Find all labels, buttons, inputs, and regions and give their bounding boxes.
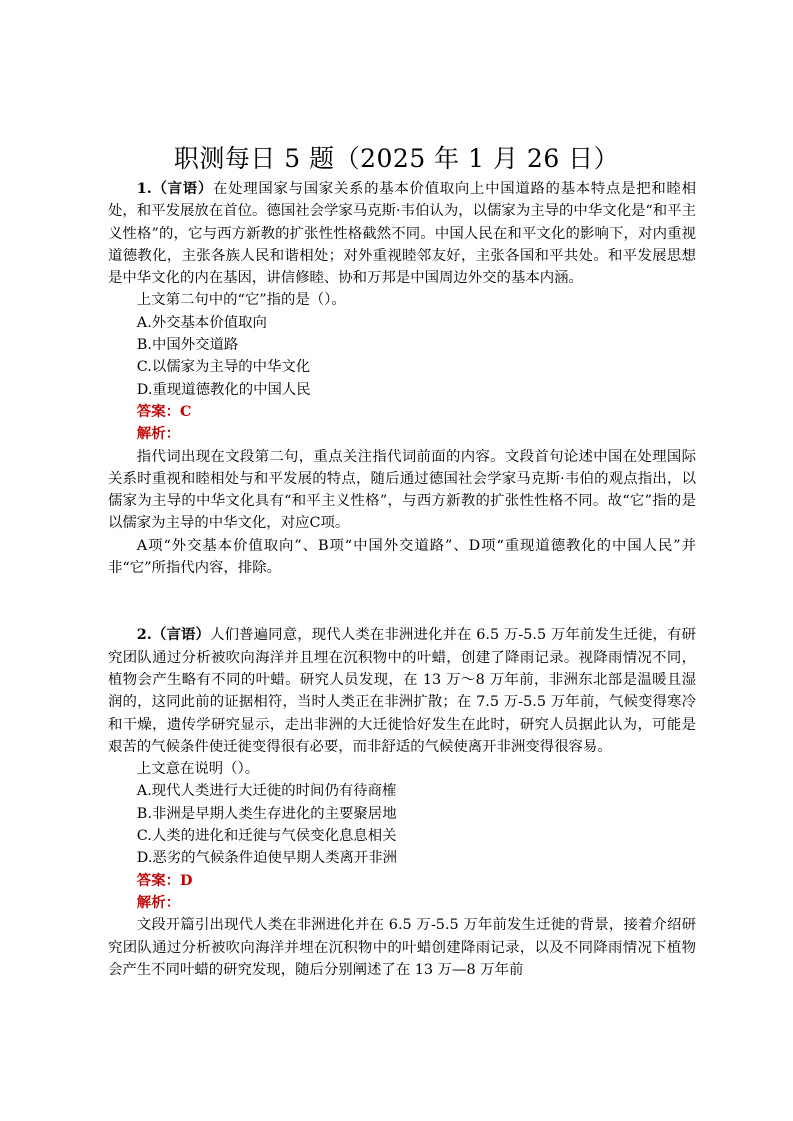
option-c: C.人类的进化和迁徙与气侯变化息息相关 <box>136 828 397 845</box>
analysis-label: 解析： <box>136 425 180 443</box>
option-b: B.中国外交道路 <box>136 337 239 354</box>
question-spacer <box>108 579 696 624</box>
answer-label: 答案：C <box>136 402 192 420</box>
option-b: B.非洲是早期人类生存进化的主要聚居地 <box>136 805 397 822</box>
document-body <box>108 178 696 981</box>
question-stem <box>108 624 696 758</box>
question-stem <box>108 178 696 289</box>
question-stem-text: 人们普遍同意，现代人类在非洲进化并在 6.5 万-5.5 万年前发生迁徙，有研究团队通过分析被吹向海洋并且埋在沉积物中的叶蜡，创建了降雨记录。视降雨情况不同，植物会产生略有不同的叶蜡。研究人员发现，在 13 万～8 万年前，非洲东北部是温暖且湿润的，这同此前的证据相符，当时人类正在非洲扩散；在 7.5 万-5.5 万年前，气候变得寒冷和干燥，遗传学研究显示，走出非洲的大迁徙恰好发生在此时，研究人员据此认为，可能是艰苦的气候条件使迁徙变得很有必要，而非舒适的气候使离开非洲变得很容易。 <box>108 627 696 755</box>
question-prompt: 上文意在说明（）。 <box>136 761 260 778</box>
analysis-paragraph: A项“外交基本价值取向”、B项“中国外交道路”、D项“重现道德教化的中国人民”并非“它”所指代内容，排除。 <box>108 537 696 577</box>
question-number: 1.（言语） <box>136 180 214 197</box>
option-a: A.外交基本价值取向 <box>136 314 267 331</box>
question-block <box>108 624 696 981</box>
analysis-paragraph: 指代词出现在文段第二句，重点关注指代词前面的内容。文段首句论述中国在处理国际关系时重视和睦相处与和平发展的特点，随后通过德国社会学家马克斯·韦伯的观点指出，以儒家为主导的中华文化具有“和平主义性格”，与西方新教的扩张性性格不同。故“它”指的是以儒家为主导的中华文化，对应C项。 <box>108 448 696 532</box>
option-d: D.重现道德教化的中国人民 <box>136 381 311 398</box>
question-stem-text: 在处理国家与国家关系的基本价值取向上中国道路的基本特点是把和睦相处，和平发展放在首位。德国社会学家马克斯·韦伯认为，以儒家为主导的中华文化是“和平主义性格”的，它与西方新教的扩张性性格截然不同。中国人民在和平文化的影响下，对内重视道德教化，主张各族人民和谐相处；对外重视睦邻友好，主张各国和平共处。和平发展思想是中华文化的内在基因，讲信修睦、协和万邦是中国周边外交的基本内涵。 <box>108 181 696 287</box>
analysis-label: 解析： <box>136 893 180 911</box>
question-block <box>108 178 696 579</box>
question-prompt: 上文第二句中的“它”指的是（）。 <box>136 292 346 309</box>
page-title: 职测每日 5 题（2025 年 1 月 26 日） <box>173 144 620 173</box>
answer-label: 答案：D <box>136 871 193 889</box>
option-d: D.恶劣的气候条件迫使早期人类离开非洲 <box>136 850 398 867</box>
question-number: 2.（言语） <box>136 626 211 644</box>
option-c: C.以儒家为主导的中华文化 <box>136 359 311 376</box>
analysis-paragraph: 文段开篇引出现代人类在非洲进化并在 6.5 万-5.5 万年前发生迁徙的背景，接着介绍研究团队通过分析被吹向海洋并埋在沉积物中的叶蜡创建降雨记录，以及不同降雨情况下植物会产生不同叶蜡的研究发现，随后分别阐述了在 13 万—8 万年前 <box>108 917 696 978</box>
option-a: A.现代人类进行大迁徙的时间仍有待商榷 <box>136 783 397 800</box>
